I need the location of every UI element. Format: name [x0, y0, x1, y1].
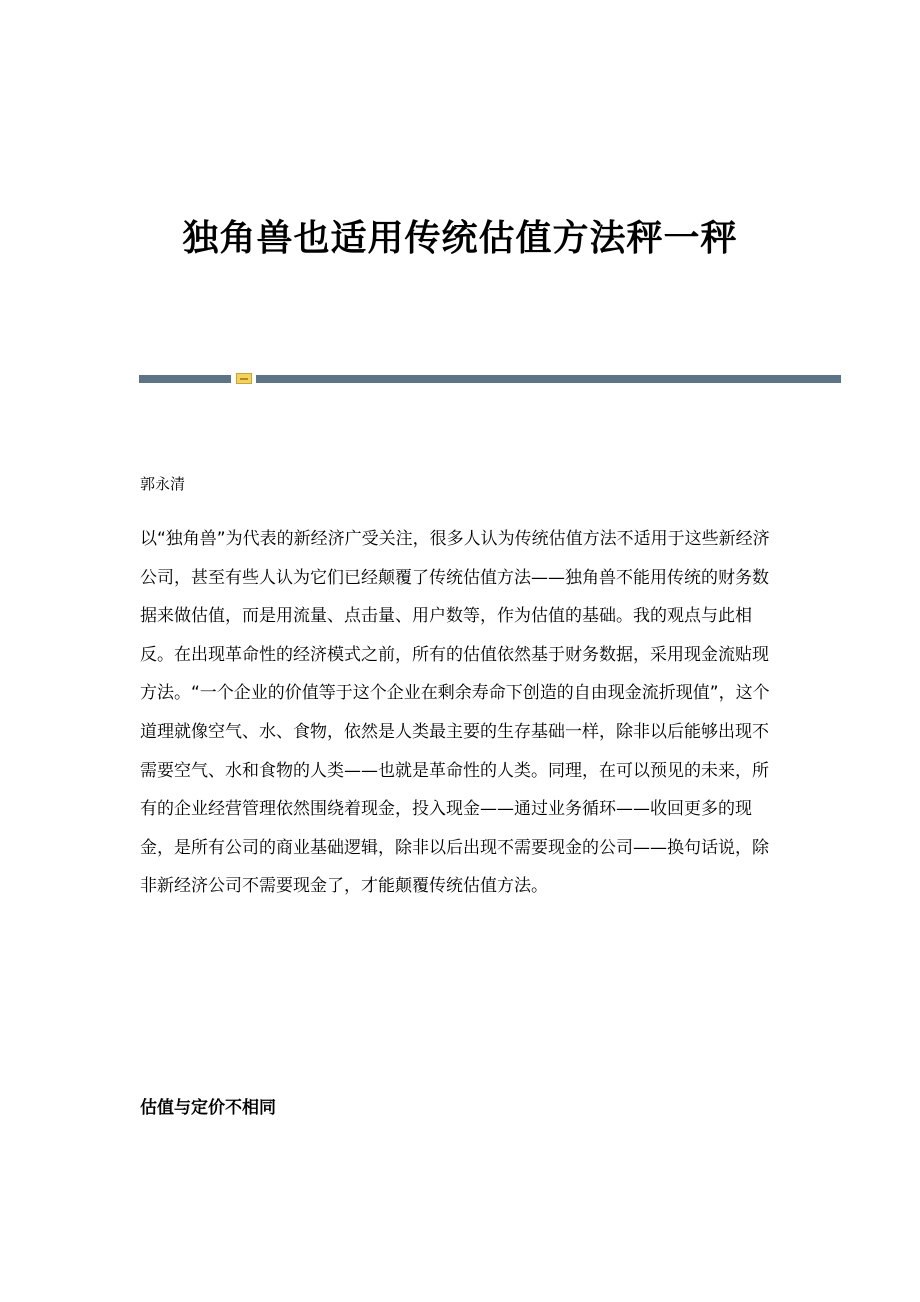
- divider-ornament-icon: [236, 373, 252, 384]
- title-divider-right: [256, 375, 841, 383]
- body-paragraph: 以“独角兽”为代表的新经济广受关注，很多人认为传统估值方法不适用于这些新经济公司，甚至有些人认为它们已经颠覆了传统估值方法——独角兽不能用传统的财务数据来做估值，而是用流量、点击量、用户数等，作为估值的基础。我的观点与此相反。在出现革命性的经济模式之前，所有的估值依然基于财务数据，采用现金流贴现方法。“一个企业的价值等于这个企业在剩余寿命下创造的自由现金流折现值”，这个道理就像空气、水、食物，依然是人类最主要的生存基础一样，除非以后能够出现不需要空气、水和食物的人类——也就是革命性的人类。同理，在可以预见的未来，所有的企业经营管理依然围绕着现金，投入现金——通过业务循环——收回更多的现金，是所有公司的商业基础逻辑，除非以后出现不需要现金的公司——换句话说，除非新经济公司不需要现金了，才能颠覆传统估值方法。: [140, 529, 770, 897]
- author-name: 郭永清: [140, 475, 186, 493]
- document-title: 独角兽也适用传统估值方法秤一秤: [182, 217, 738, 259]
- section-heading: 估值与定价不相同: [140, 1098, 276, 1118]
- title-divider-left: [139, 375, 231, 383]
